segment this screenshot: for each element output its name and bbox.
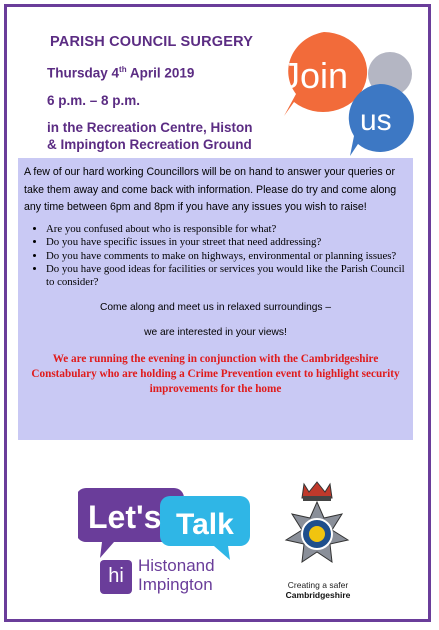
histon-impington-logo (100, 556, 260, 602)
come-along-text: Come along and meet us in relaxed surroundings – (99, 302, 332, 314)
police-tagline-1: Creating a safer (287, 580, 349, 590)
date-month-year: April 2019 (126, 65, 195, 81)
date-ordinal: th (119, 65, 127, 74)
histon-impington-wordmark (138, 556, 215, 594)
and-text: and (186, 556, 215, 575)
join-text: Join (282, 55, 349, 96)
us-text: us (360, 104, 392, 137)
crime-prevention-notice: We are running the evening in conjunction with the Cambridgeshire Constabulary who are holding a Crime Prevention event to highlight security improvements for the home (31, 353, 400, 396)
cambridgeshire-constabulary-logo (274, 478, 360, 618)
histon-text: Histon (138, 556, 187, 575)
event-date (47, 65, 194, 81)
talk-text: Talk (176, 508, 234, 541)
police-tagline-2: Cambridgeshire (285, 590, 351, 600)
list-item: • Do you have good ideas for facilities or services you would like the Parish Council to consider? (46, 263, 407, 288)
event-time: 6 p.m. – 8 p.m. (47, 93, 141, 108)
lets-talk-logo (78, 474, 250, 564)
interested-text: we are interested in your views! (144, 327, 287, 339)
lets-text: Let's (88, 499, 162, 535)
impington-text: Impington (138, 575, 213, 594)
list-item: • Do you have specific issues in your street that need addressing? (46, 236, 407, 249)
list-item: • Are you confused about who is responsible for what? (46, 223, 407, 236)
join-us-graphic (270, 24, 430, 164)
intro-paragraph: A few of our hard working Councillors will be on hand to answer your queries or take them away and come back with information. Please do try and come along any time between 6pm and 8pm if you have any issues you wish to raise! (24, 166, 397, 213)
hi-badge: hi (100, 560, 132, 594)
police-badge-icon (274, 478, 360, 578)
questions-list (24, 223, 407, 289)
crown-icon (302, 482, 332, 498)
event-venue-line1: in the Recreation Centre, Histon (47, 120, 253, 135)
list-item: • Do you have comments to make on highways, environmental or planning issues? (46, 250, 407, 263)
info-panel (18, 158, 413, 440)
event-venue-line2: & Impington Recreation Ground (47, 137, 252, 152)
page-title: PARISH COUNCIL SURGERY (50, 34, 254, 50)
date-day: Thursday 4 (47, 65, 120, 81)
